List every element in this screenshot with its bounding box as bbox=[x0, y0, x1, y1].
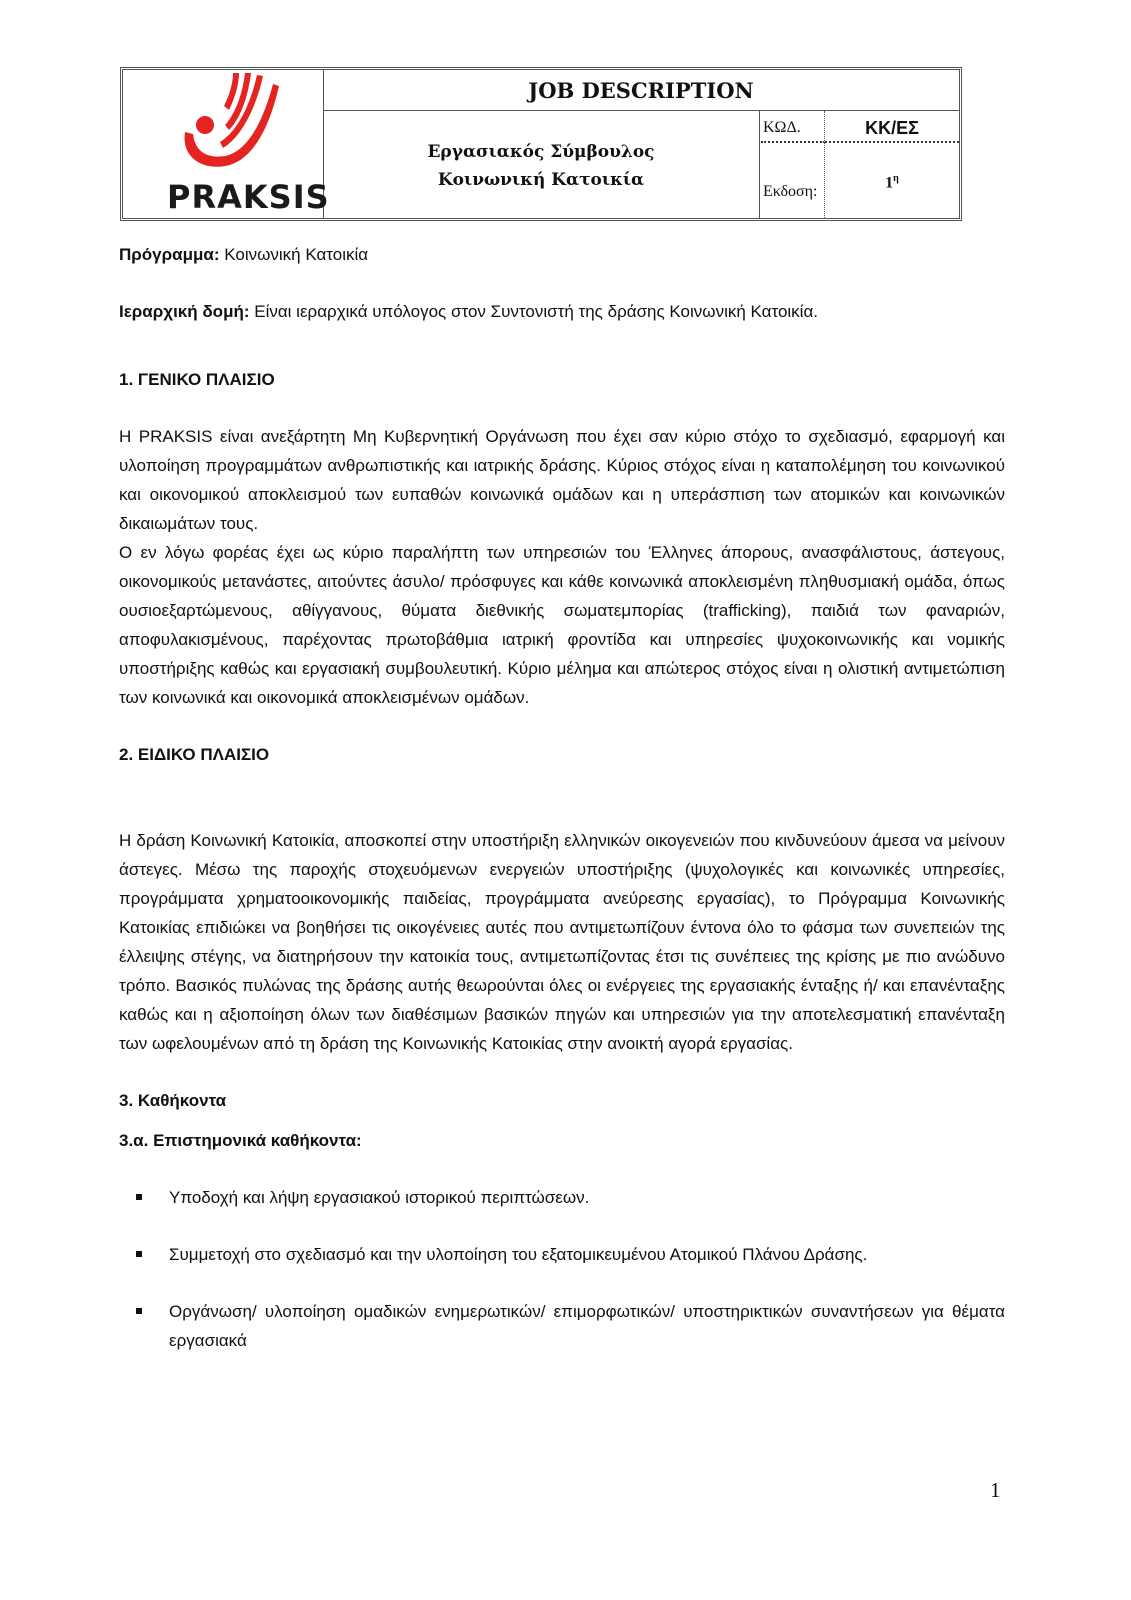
list-item: Οργάνωση/ υλοποίηση ομαδικών ενημερωτικών/ επιμορφωτικών/ υποστηρικτικών συναντήσεων για θέματα εργασιακά bbox=[119, 1297, 1005, 1355]
version-suffix: η bbox=[893, 173, 899, 184]
bullet-icon bbox=[136, 1251, 142, 1257]
version-value bbox=[825, 143, 959, 218]
program-label: Πρόγραμμα: bbox=[119, 245, 220, 264]
document-title: JOB DESCRIPTION bbox=[323, 70, 959, 111]
bullet-icon bbox=[136, 1308, 142, 1314]
logo-text: PRAKSIS bbox=[167, 178, 330, 216]
document-body bbox=[119, 240, 1005, 1355]
version-number: 1 bbox=[885, 174, 894, 192]
code-value: ΚΚ/ΕΣ bbox=[825, 111, 959, 143]
section-1-heading: 1. ΓΕΝΙΚΟ ΠΛΑΙΣΙΟ bbox=[119, 370, 275, 389]
code-label: ΚΩΔ. bbox=[761, 111, 825, 143]
hierarchy-value: Είναι ιεραρχικά υπόλογος στον Συντονιστή της δράσης Κοινωνική Κατοικία. bbox=[249, 302, 819, 321]
document-header-table bbox=[120, 67, 962, 221]
section-3-heading: 3. Καθήκοντα bbox=[119, 1091, 227, 1110]
section-1-paragraph-1: Η PRAKSIS είναι ανεξάρτητη Μη Κυβερνητική Οργάνωση που έχει σαν κύριο στόχο το σχεδιασμό, εφαρμογή και υλοποίηση προγραμμάτων ανθρωπιστικής και ιατρικής δράσης. Κύριος στόχος είναι η καταπολέμηση του κοινωνικού και οικονομικού αποκλεισμού των ευπαθών κοινωνικά ομάδων και η υπεράσπιση των ατομικών και κοινωνικών δικαιωμάτων τους. bbox=[119, 427, 1005, 533]
section-2-heading: 2. ΕΙΔΙΚΟ ΠΛΑΙΣΙΟ bbox=[119, 745, 270, 764]
hierarchy-line bbox=[119, 297, 1005, 326]
list-item: Συμμετοχή στο σχεδιασμό και την υλοποίηση του εξατομικευμένου Ατομικού Πλάνου Δράσης. bbox=[119, 1240, 1005, 1269]
section-3a-subheading: 3.α. Επιστημονικά καθήκοντα: bbox=[119, 1131, 362, 1150]
section-2-paragraph-1: Η δράση Κοινωνική Κατοικία, αποσκοπεί στην υποστήριξη ελληνικών οικογενειών που κινδυνεύουν άμεσα να μείνουν άστεγες. Μέσω της παροχής στοχευόμενων ενεργειών υποστήριξης (ψυχολογικές και κοινωνικές υπηρεσίες, προγράμματα χρηματοοικονομικής παιδείας, προγράμματα ανεύρεσης εργασίας), το Πρόγραμμα Κοινωνικής Κατοικίας επιδιώκει να βοηθήσει τις οικογένειες αυτές που αντιμετωπίζουν έντονα όλο το φάσμα των συνεπειών της έλλειψης στέγης, να διατηρήσουν την κατοικία τους, αντιμετωπίζοντας έτσι τις συνέπειες της κρίσης με πιο ανώδυνο τρόπο. Βασικός πυλώνας της δράσης αυτής θεωρούνται όλες οι ενέργειες της εργασιακής ένταξης ή/ και επανένταξης καθώς και η αξιοποίηση όλων των διαθέσιμων βασικών πηγών και υπηρεσιών για την αποτελεσματική επανένταξη των ωφελουμένων από τη δράση της Κοινωνικής Κατοικίας στην ανοικτή αγορά εργασίας. bbox=[119, 831, 1005, 1053]
duties-list bbox=[119, 1183, 1005, 1355]
job-role-program: Κοινωνική Κατοικία bbox=[437, 170, 645, 190]
hierarchy-label: Ιεραρχική δομή: bbox=[119, 302, 250, 321]
job-role-cell bbox=[323, 111, 760, 218]
program-value: Κοινωνική Κατοικία bbox=[219, 245, 369, 264]
praksis-hands-logo-icon bbox=[163, 70, 293, 180]
version-label: Εκδοση: bbox=[761, 143, 825, 218]
program-line bbox=[119, 240, 1005, 269]
bullet-icon bbox=[136, 1194, 142, 1200]
page-number: 1 bbox=[990, 1478, 1001, 1502]
section-1-paragraph-2: Ο εν λόγω φορέας έχει ως κύριο παραλήπτη των υπηρεσιών του Έλληνες άπορους, ανασφάλιστους, άστεγους, οικονομικούς μετανάστες, αιτούντες άσυλο/ πρόσφυγες και κάθε κοινωνικά αποκλεισμένη πληθυσμιακή ομάδα, όπως ουσιοεξαρτώμενους, αθίγγανους, θύματα διεθνικής σωματεμπορίας (trafficking), παιδιά των φαναριών, αποφυλακισμένους, παρέχοντας πρωτοβάθμια ιατρική φροντίδα και υπηρεσίες ψυχοκοινωνικής και νομικής υποστήριξης καθώς και εργασιακή συμβουλευτική. Κύριο μέλημα και απώτερος στόχος είναι η ολιστική αντιμετώπιση των κοινωνικά και οικονομικά αποκλεισμένων ομάδων. bbox=[119, 543, 1005, 707]
list-item: Υποδοχή και λήψη εργασιακού ιστορικού περιπτώσεων. bbox=[119, 1183, 1005, 1212]
job-role-title: Εργασιακός Σύμβουλος bbox=[427, 142, 655, 162]
logo-cell bbox=[123, 70, 330, 218]
